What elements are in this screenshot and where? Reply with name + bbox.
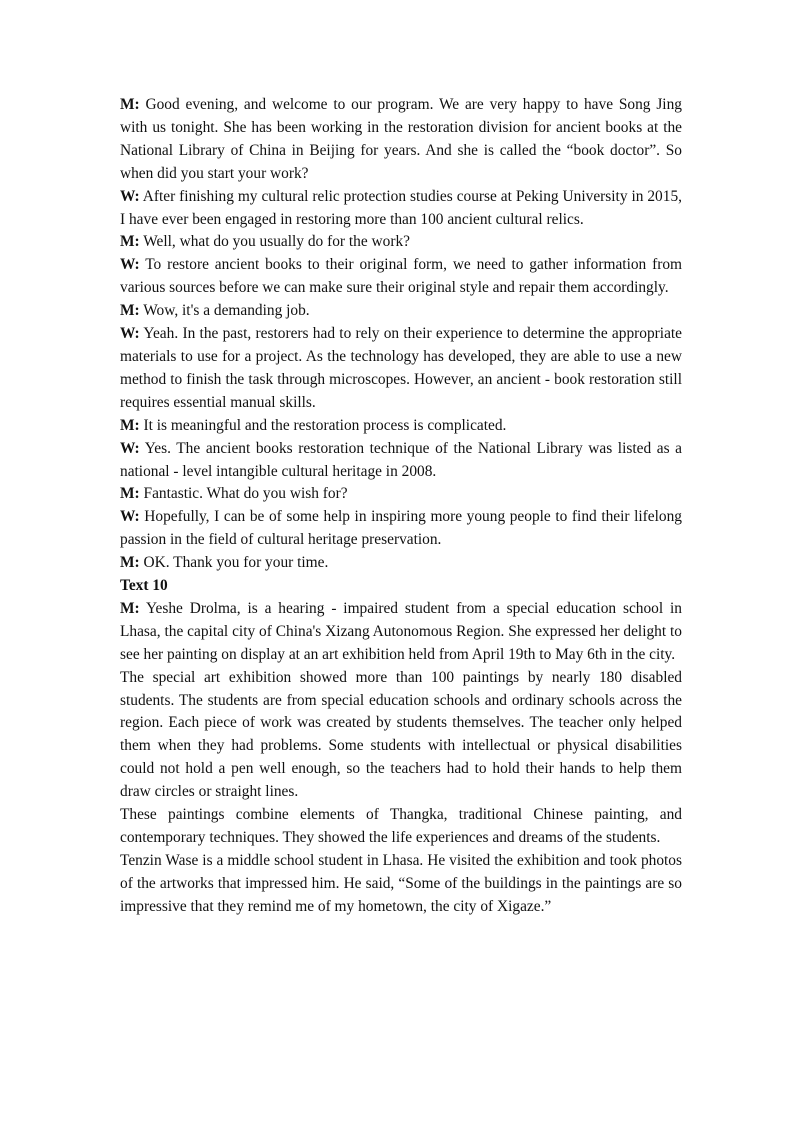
dialogue-text: It is meaningful and the restoration process is complicated.	[143, 416, 507, 434]
text10-paragraph: Tenzin Wase is a middle school student in Lhasa. He visited the exhibition and took photos of the artworks that impressed him. He said, “Some of the buildings in the paintings are so impressive that they remind me of my hometown, the city of Xigaze.”	[120, 851, 682, 915]
dialogue-line	[120, 300, 682, 323]
dialogue-line	[120, 506, 682, 552]
dialogue-text: Hopefully, I can be of some help in inspiring more young people to find their lifelong passion in the field of cultural heritage preservation.	[120, 508, 682, 549]
speaker-label: M:	[120, 302, 140, 320]
dialogue-text: Fantastic. What do you wish for?	[143, 485, 348, 503]
dialogue-line	[120, 94, 682, 186]
speaker-label: W:	[120, 256, 140, 274]
dialogue-text: Good evening, and welcome to our program. We are very happy to have Song Jing with us tonight. She has been working in the restoration division for ancient books at the National Library of China in Beijing for years. And she is called the “book doctor”. So when did you start your work?	[120, 96, 682, 182]
dialogue-text: Yes. The ancient books restoration technique of the National Library was listed as a national - level intangible cultural heritage in 2008.	[120, 439, 682, 480]
dialogue-text: Wow, it's a demanding job.	[143, 302, 310, 320]
section-heading: Text 10	[120, 577, 168, 595]
speaker-label: M:	[120, 554, 140, 572]
text10-opening-text: Yeshe Drolma, is a hearing - impaired student from a special education school in Lhasa, the capital city of China's Xizang Autonomous Region. She expressed her delight to see her painting on display at an art exhibition held from April 19th to May 6th in the city.	[120, 599, 682, 663]
speaker-label: M:	[120, 416, 140, 434]
speaker-label: M:	[120, 485, 140, 503]
dialogue-text: After finishing my cultural relic protection studies course at Peking University in 2015, I have ever been engaged in restoring more than 100 ancient cultural relics.	[120, 187, 682, 228]
dialogue-text: OK. Thank you for your time.	[143, 554, 329, 572]
dialogue-text: To restore ancient books to their original form, we need to gather information from various sources before we can make sure their original style and repair them accordingly.	[120, 256, 682, 297]
dialogue-text: Well, what do you usually do for the work?	[143, 233, 410, 251]
speaker-label: W:	[120, 187, 140, 205]
dialogue-line	[120, 415, 682, 438]
speaker-label: M:	[120, 233, 140, 251]
dialogue-text: Yeah. In the past, restorers had to rely on their experience to determine the appropriate materials to use for a project. As the technology has developed, they are able to use a new method to finish the task through microscopes. However, an ancient - book restoration still requires essential manual skills.	[120, 325, 683, 411]
text10-paragraph: These paintings combine elements of Thangka, traditional Chinese painting, and contemporary techniques. They showed the life experiences and dreams of the students.	[120, 806, 682, 846]
speaker-label: M:	[120, 96, 140, 113]
dialogue-line	[120, 186, 682, 232]
dialogue-line	[120, 231, 682, 254]
document-page	[120, 94, 682, 919]
speaker-label: W:	[120, 508, 140, 526]
dialogue-line	[120, 323, 682, 415]
speaker-label: W:	[120, 325, 140, 343]
dialogue-line	[120, 552, 682, 575]
speaker-label: M:	[120, 599, 140, 617]
dialogue-line	[120, 438, 682, 484]
text10-opening	[120, 598, 682, 667]
text10-paragraph: The special art exhibition showed more than 100 paintings by nearly 180 disabled students. The students are from special education schools and ordinary schools across the region. Each piece of work was created by students themselves. The teacher only helped them when they had problems. Some students with intellectual or physical disabilities could not hold a pen well enough, so the teachers had to hold their hands to help them draw circles or straight lines.	[120, 668, 682, 801]
dialogue-line	[120, 254, 682, 300]
speaker-label: W:	[120, 439, 140, 457]
dialogue-line	[120, 483, 682, 506]
